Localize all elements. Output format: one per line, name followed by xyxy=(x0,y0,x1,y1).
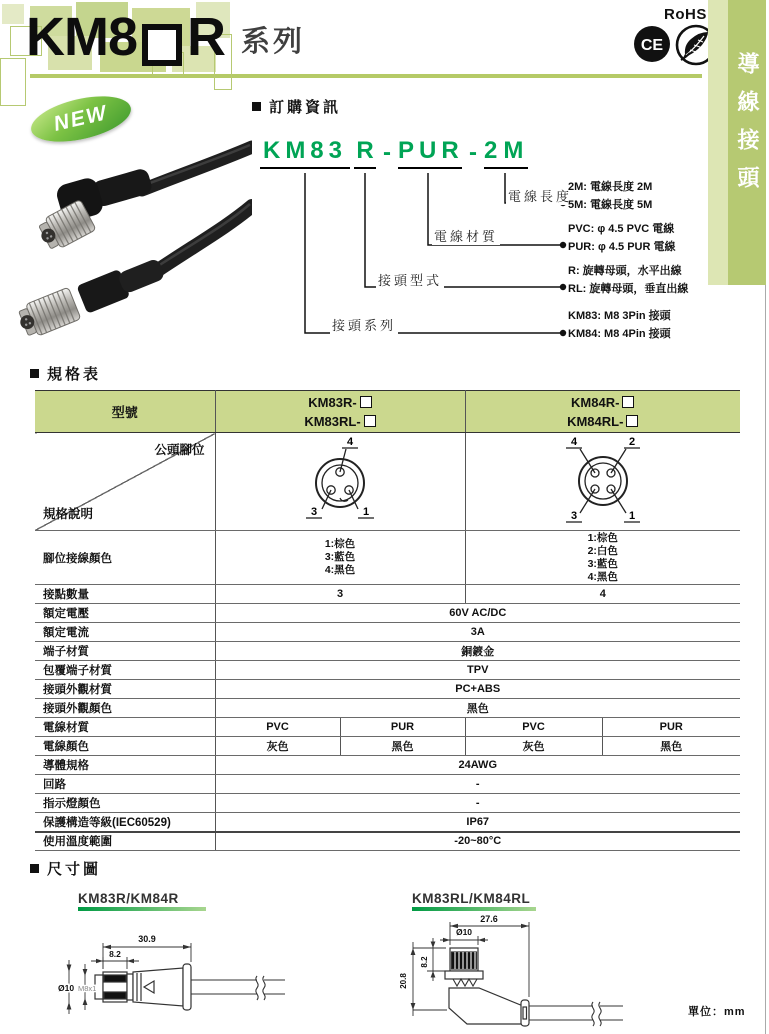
part-number-length: 2M xyxy=(484,138,528,169)
table-row: 腳位接線顏色 1:棕色 3:藍色 4:黑色 1:棕色 2:白色 3:藍色 4:黑色 xyxy=(35,531,740,585)
table-row: 接頭外觀材質 PC+ABS xyxy=(35,680,740,699)
dim-left-title: KM83R/KM84R xyxy=(78,891,179,906)
pin-diagram-3pin xyxy=(215,433,465,531)
table-row: 包覆端子材質 TPV xyxy=(35,661,740,680)
svg-text:2: 2 xyxy=(628,436,635,448)
page-right-border xyxy=(765,285,766,1034)
table-row: 電線材質 PVC PUR PVC PUR xyxy=(35,718,740,737)
spec-table xyxy=(35,390,740,851)
table-row: 保護構造等級(IEC60529) IP67 xyxy=(35,813,740,832)
straight-connector xyxy=(14,252,168,340)
part-number xyxy=(260,138,528,169)
branch-options-connector-type: R: 旋轉母頭，水平出線 RL: 旋轉母頭，垂直出線 xyxy=(568,265,689,295)
diagonal-header-cell: 公頭腳位 規格說明 xyxy=(35,433,215,531)
pin-diagram-4pin xyxy=(465,433,740,531)
section-dimensions xyxy=(30,858,101,879)
svg-text:3: 3 xyxy=(310,506,318,518)
page-title-text-2: R xyxy=(187,7,226,67)
svg-text:4: 4 xyxy=(346,436,354,448)
part-number-dash: - xyxy=(383,139,391,166)
svg-text:27.6: 27.6 xyxy=(480,914,498,924)
svg-text:3: 3 xyxy=(570,510,577,522)
option-box xyxy=(626,415,638,427)
sidebar-light-band xyxy=(708,0,728,285)
section-spec xyxy=(30,363,101,384)
table-row: 導體規格 24AWG xyxy=(35,756,740,775)
dim-right-underline xyxy=(412,907,536,911)
new-badge: NEW xyxy=(27,88,135,150)
svg-text:8.2: 8.2 xyxy=(109,949,121,959)
page-title xyxy=(26,7,306,67)
title-underline xyxy=(30,74,702,78)
model-placeholder-box xyxy=(142,24,182,66)
svg-text:8.2: 8.2 xyxy=(420,956,429,968)
table-header-row xyxy=(35,391,740,433)
section-ordering-title: 訂購資訊 xyxy=(269,99,342,116)
page-title-suffix: 系列 xyxy=(241,26,306,58)
svg-text:4: 4 xyxy=(570,436,577,448)
table-row: 端子材質 銅鍍金 xyxy=(35,642,740,661)
option-box xyxy=(622,396,634,408)
dim-drawing-right-angle xyxy=(393,912,645,1034)
dim-right-title: KM83RL/KM84RL xyxy=(412,891,531,906)
ordering-tree-lines xyxy=(250,95,580,350)
product-photo xyxy=(12,132,252,367)
part-number-type: R xyxy=(354,138,376,169)
table-row: 回路 - xyxy=(35,775,740,794)
model-header-label: 型號 xyxy=(35,391,215,433)
branch-options-cable-length: 2M: 電線長度 2M 5M: 電線長度 5M xyxy=(568,181,653,211)
unit-note: 單位：mm xyxy=(688,1006,746,1018)
section-spec-title: 規格表 xyxy=(47,366,102,383)
branch-label-connector-type: 接頭型式 xyxy=(376,270,444,289)
svg-text:M8x1: M8x1 xyxy=(78,984,97,993)
part-number-material: PUR xyxy=(398,138,462,169)
branch-options-connector-series: KM83: M8 3Pin 接頭 KM84: M8 4Pin 接頭 xyxy=(568,310,671,340)
page-title-text-1: KM8 xyxy=(26,7,138,67)
rohs-label: RoHS xyxy=(664,6,707,23)
svg-text:1: 1 xyxy=(628,510,635,522)
table-row: 額定電流 3A xyxy=(35,623,740,642)
svg-text:Ø10: Ø10 xyxy=(455,927,473,937)
dim-left-underline xyxy=(78,907,206,911)
model-header-km83: KM83R- KM83RL- xyxy=(215,391,465,433)
svg-text:Ø10: Ø10 xyxy=(58,983,75,993)
sidebar-category-label: 導線接頭 xyxy=(735,52,760,204)
branch-label-connector-series: 接頭系列 xyxy=(330,315,398,334)
svg-text:30.9: 30.9 xyxy=(138,934,156,944)
section-dimensions-title: 尺寸圖 xyxy=(47,861,102,878)
branch-label-cable-length: 電線長度 xyxy=(506,186,574,205)
option-box xyxy=(364,415,376,427)
table-row: 接點數量 3 4 xyxy=(35,585,740,604)
cable-straight xyxy=(158,206,252,270)
table-row: 額定電壓 60V AC/DC xyxy=(35,604,740,623)
model-header-km84: KM84R- KM84RL- xyxy=(465,391,740,433)
branch-label-cable-material: 電線材質 xyxy=(432,226,500,245)
part-number-dash: - xyxy=(469,139,477,166)
table-row: 指示燈顏色 - xyxy=(35,794,740,813)
table-row: 接頭外觀顏色 黑色 xyxy=(35,699,740,718)
part-number-series: KM83 xyxy=(260,138,350,169)
option-box xyxy=(360,396,372,408)
table-row: 使用溫度範圍 -20~80°C xyxy=(35,832,740,851)
svg-text:CE: CE xyxy=(640,37,664,54)
svg-text:1: 1 xyxy=(362,506,370,518)
table-row: 電線顏色 灰色 黑色 灰色 黑色 xyxy=(35,737,740,756)
pin-layout-row xyxy=(35,433,740,531)
cable-right-angle xyxy=(142,147,252,190)
ce-mark-icon xyxy=(632,24,672,64)
dim-drawing-straight xyxy=(55,915,295,1033)
section-bullet xyxy=(30,864,39,873)
svg-text:20.8: 20.8 xyxy=(399,973,408,989)
branch-options-cable-material: PVC: φ 4.5 PVC 電線 PUR: φ 4.5 PUR 電線 xyxy=(568,223,676,253)
section-bullet xyxy=(30,369,39,378)
